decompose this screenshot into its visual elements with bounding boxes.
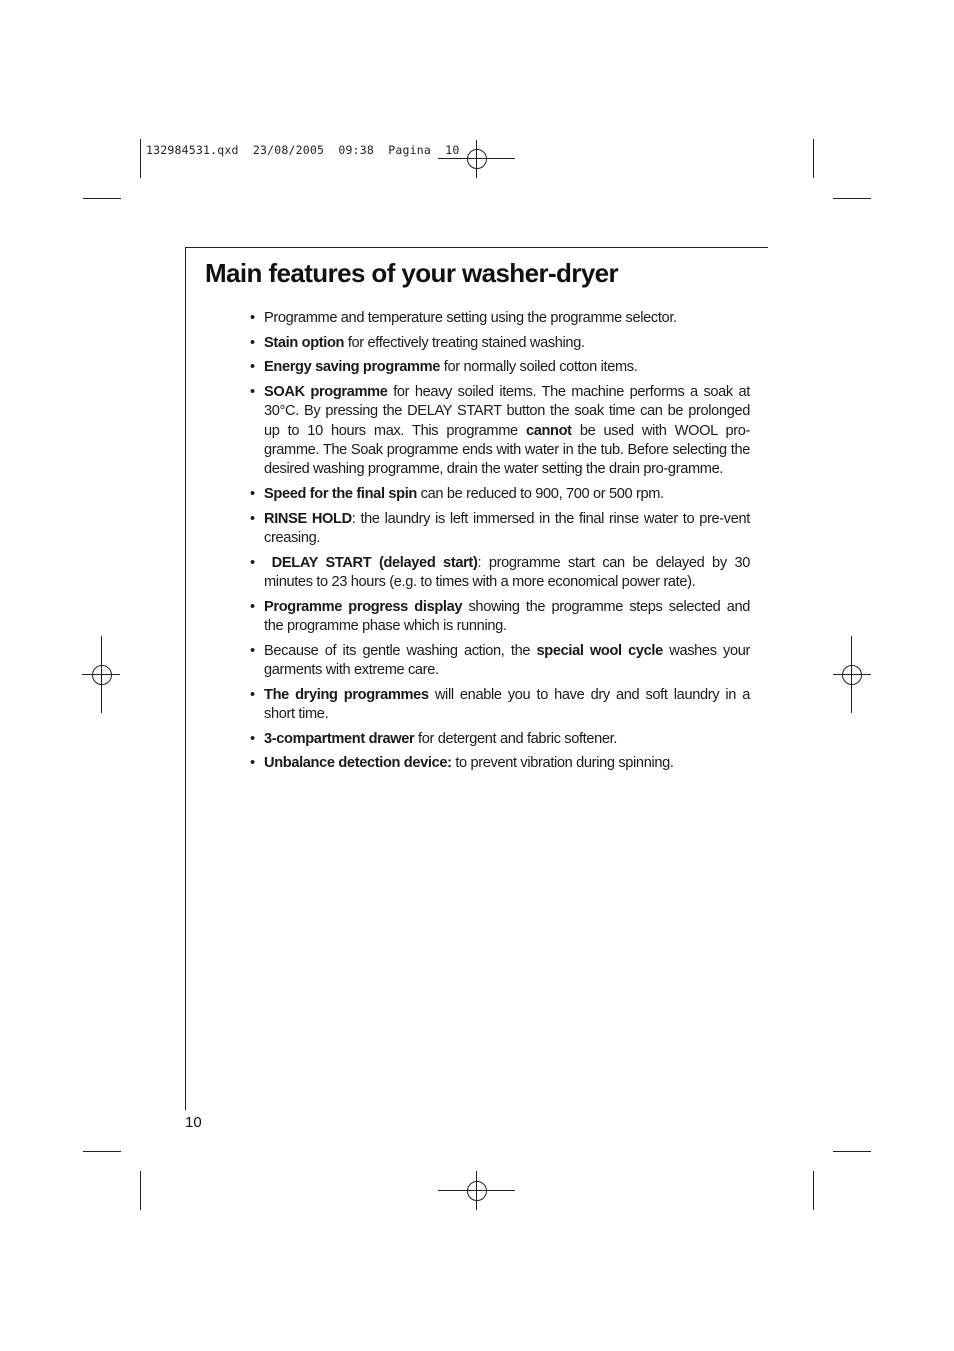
feature-item: • The drying programmes will enable you to have dry and soft laundry in a short time.: [250, 686, 750, 725]
crop-mark: [140, 139, 141, 178]
feature-item: • Stain option for effectively treating stained washing.: [250, 334, 750, 353]
feature-item: • SOAK programme for heavy soiled items. The machine performs a soak at 30°C. By pressing the DELAY START button the soak time can be prolonged up to 10 hours max. This programme cannot be used with WOOL pro-gramme. The Soak programme ends with water in the tub. Before selecting the desired washing programme, drain the water setting the drain pro-gramme.: [250, 383, 750, 479]
crop-mark: [83, 198, 121, 199]
slug-time: 09:38: [338, 143, 374, 157]
feature-item: • Programme and temperature setting using the programme selector.: [250, 309, 750, 328]
feature-item: • Because of its gentle washing action, the special wool cycle washes your garments with extreme care.: [250, 642, 750, 681]
feature-item: • Energy saving programme for normally soiled cotton items.: [250, 358, 750, 377]
crop-mark: [813, 139, 814, 178]
print-slug: [146, 143, 459, 157]
crop-mark: [833, 1151, 871, 1152]
slug-date: 23/08/2005: [252, 143, 325, 157]
crop-mark: [813, 1171, 814, 1210]
slug-file: 132984531.qxd: [146, 143, 239, 157]
page-title: Main features of your washer-dryer: [205, 258, 619, 288]
slug-label: Pagina: [388, 143, 431, 157]
feature-item: • Programme progress display showing the programme steps selected and the programme phase which is running.: [250, 598, 750, 637]
registration-mark-circle: [467, 1181, 487, 1201]
feature-list: [250, 309, 750, 779]
feature-item: • Unbalance detection device: to prevent vibration during spinning.: [250, 754, 750, 773]
crop-mark: [140, 1171, 141, 1210]
crop-mark: [83, 1151, 121, 1152]
feature-item: • 3-compartment drawer for detergent and fabric softener.: [250, 730, 750, 749]
slug-page: 10: [445, 143, 460, 157]
feature-item: • Speed for the final spin can be reduced to 900, 700 or 500 rpm.: [250, 485, 750, 504]
page-number: 10: [185, 1114, 202, 1131]
feature-item: • RINSE HOLD: the laundry is left immersed in the final rinse water to pre-vent creasing.: [250, 510, 750, 549]
registration-mark-circle: [467, 149, 487, 169]
registration-mark-circle: [92, 665, 112, 685]
registration-mark-circle: [842, 665, 862, 685]
feature-item: • DELAY START (delayed start): programme start can be delayed by 30 minutes to 23 hours (e.g. to times with a more economical power rate).: [250, 554, 750, 593]
crop-mark: [833, 198, 871, 199]
frame-left-rule: [185, 247, 186, 1110]
frame-top-rule: [185, 247, 768, 248]
